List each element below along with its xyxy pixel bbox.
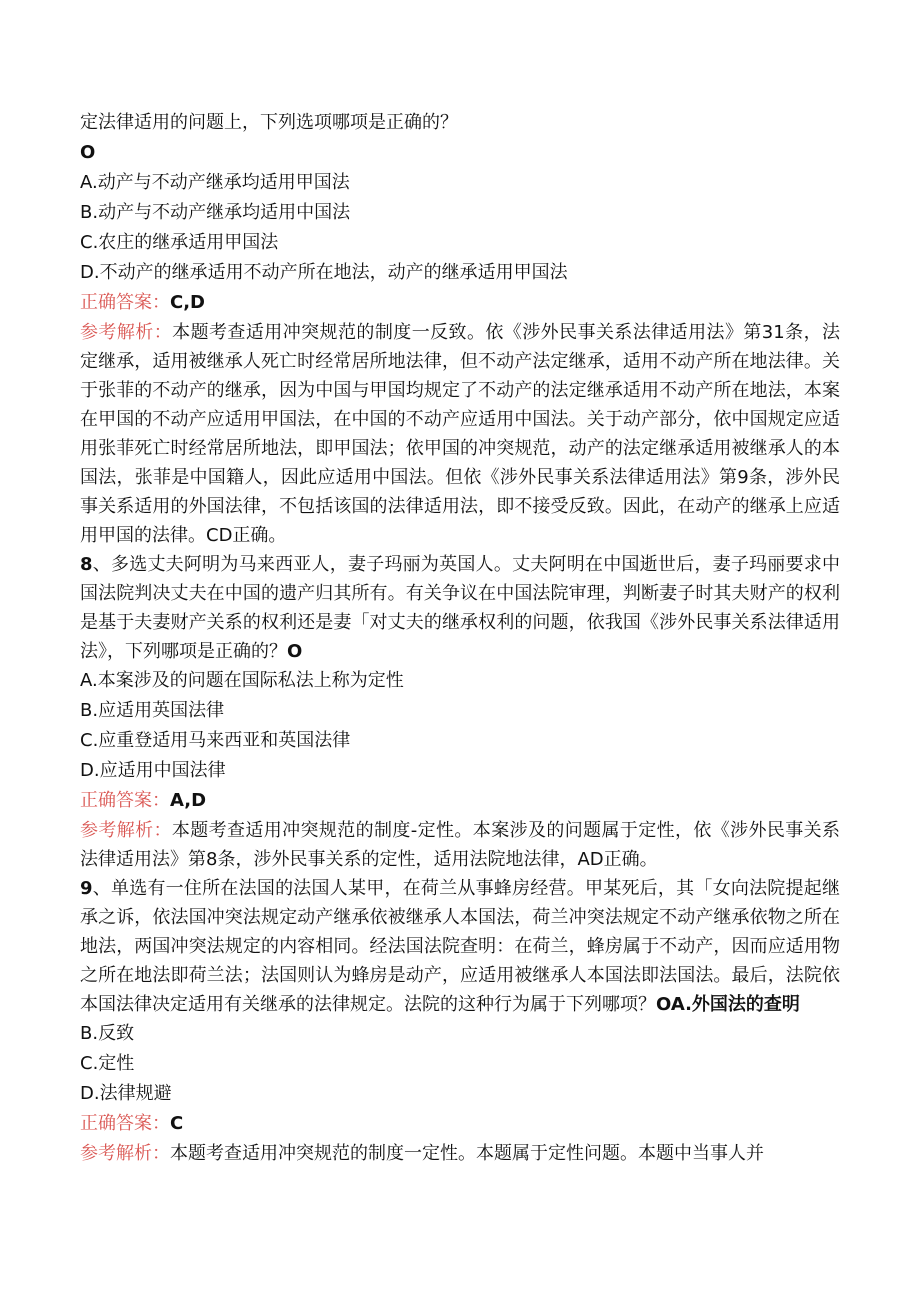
q8-number: 8	[80, 554, 93, 575]
q7-answer-paren: O	[80, 142, 96, 163]
q8-stem	[80, 550, 840, 666]
q9-stem-text: 、单选有一住所在法国的法国人某甲，在荷兰从事蜂房经营。甲某死后，其「女向法院提起继承之诉，依法国冲突法规定动产继承依被继承人本国法，荷兰冲突法规定不动产继承依物之所在地法，两国冲突法规定的内容相同。经法国法院查明：在荷兰，蜂房属于不动产，因而应适用物之所在地法即荷兰法；法国则认为蜂房是动产，应适用被继承人本国法即法国法。最后，法院依本国法律决定适用有关继承的法律规定。法院的这种行为属于下列哪项？	[80, 878, 840, 1015]
q7-option-c: C.农庄的继承适用甲国法	[80, 232, 279, 253]
q9-answer-label: 正确答案：	[80, 1113, 170, 1134]
q7-option-d: D.不动产的继承适用不动产所在地法，动产的继承适用甲国法	[80, 262, 568, 283]
q9-option-d: D.法律规避	[80, 1083, 172, 1104]
q9-option-c: C.定性	[80, 1053, 135, 1074]
q9-answer	[80, 1109, 840, 1139]
q7-option-a: A.动产与不动产继承均适用甲国法	[80, 172, 350, 193]
q7-answer-label: 正确答案：	[80, 292, 170, 313]
q9-analysis-text: 本题考查适用冲突规范的制度一定性。本题属于定性问题。本题中当事人并	[170, 1143, 764, 1164]
q8-answer-label: 正确答案：	[80, 790, 170, 811]
q8-analysis-label: 参考解析：	[80, 820, 172, 841]
q7-analysis-text: 本题考查适用冲突规范的制度一反致。依《涉外民事关系法律适用法》第31条，法定继承，适用被继承人死亡时经常居所地法律，但不动产法定继承，适用不动产所在地法律。关于张菲的不动产的继承，因为中国与甲国均规定了不动产的法定继承适用不动产所在地法，本案在甲国的不动产应适用甲国法，在中国的不动产应适用中国法。关于动产部分，依中国规定应适用张菲死亡时经常居所地法，即甲国法；依甲国的冲突规范，动产的法定继承适用被继承人的本国法，张菲是中国籍人，因此应适用中国法。但依《涉外民事关系法律适用法》第9条，涉外民事关系适用的外国法律，不包括该国的法律适用法，即不接受反致。因此，在动产的继承上应适用甲国的法律。CD正确。	[80, 322, 840, 546]
q8-stem-text: 、多选丈夫阿明为马来西亚人，妻子玛丽为英国人。丈夫阿明在中国逝世后，妻子玛丽要求中国法院判决丈夫在中国的遗产归其所有。有关争议在中国法院审理，判断妻子时其夫财产的权利是基于夫妻财产关系的权利还是妻「对丈夫的继承权利的问题，依我国《涉外民事关系法律适用法》，下列哪项是正确的？	[80, 554, 840, 662]
q9-analysis-label: 参考解析：	[80, 1143, 170, 1164]
q9-option-b: B.反致	[80, 1023, 135, 1044]
q8-analysis	[80, 816, 840, 874]
q9-stem	[80, 874, 840, 1019]
q8-option-a: A.本案涉及的问题在国际私法上称为定性	[80, 670, 404, 691]
q9-paren-and-option-a: OA.外国法的查明	[656, 994, 800, 1015]
q7-option-b: B.动产与不动产继承均适用中国法	[80, 202, 351, 223]
q7-answer-value: C,D	[170, 292, 205, 313]
q8-answer-paren: O	[287, 641, 303, 662]
q8-option-b: B.应适用英国法律	[80, 700, 225, 721]
q8-analysis-text: 本题考查适用冲突规范的制度-定性。本案涉及的问题属于定性，依《涉外民事关系法律适用法》第8条，涉外民事关系的定性，适用法院地法律，AD正确。	[80, 820, 840, 870]
q8-answer-value: A,D	[170, 790, 207, 811]
q8-option-c: C.应重登适用马来西亚和英国法律	[80, 730, 351, 751]
q7-analysis-label: 参考解析：	[80, 322, 173, 343]
q8-option-d: D.应适用中国法律	[80, 760, 226, 781]
document-page	[80, 108, 840, 1169]
q7-analysis	[80, 318, 840, 550]
q9-answer-value: C	[170, 1113, 184, 1134]
q9-number: 9	[80, 878, 93, 899]
q7-answer	[80, 288, 840, 318]
q8-answer	[80, 786, 840, 816]
q9-analysis	[80, 1139, 840, 1169]
q7-stem-tail: 定法律适用的问题上，下列选项哪项是正确的？	[80, 112, 458, 133]
